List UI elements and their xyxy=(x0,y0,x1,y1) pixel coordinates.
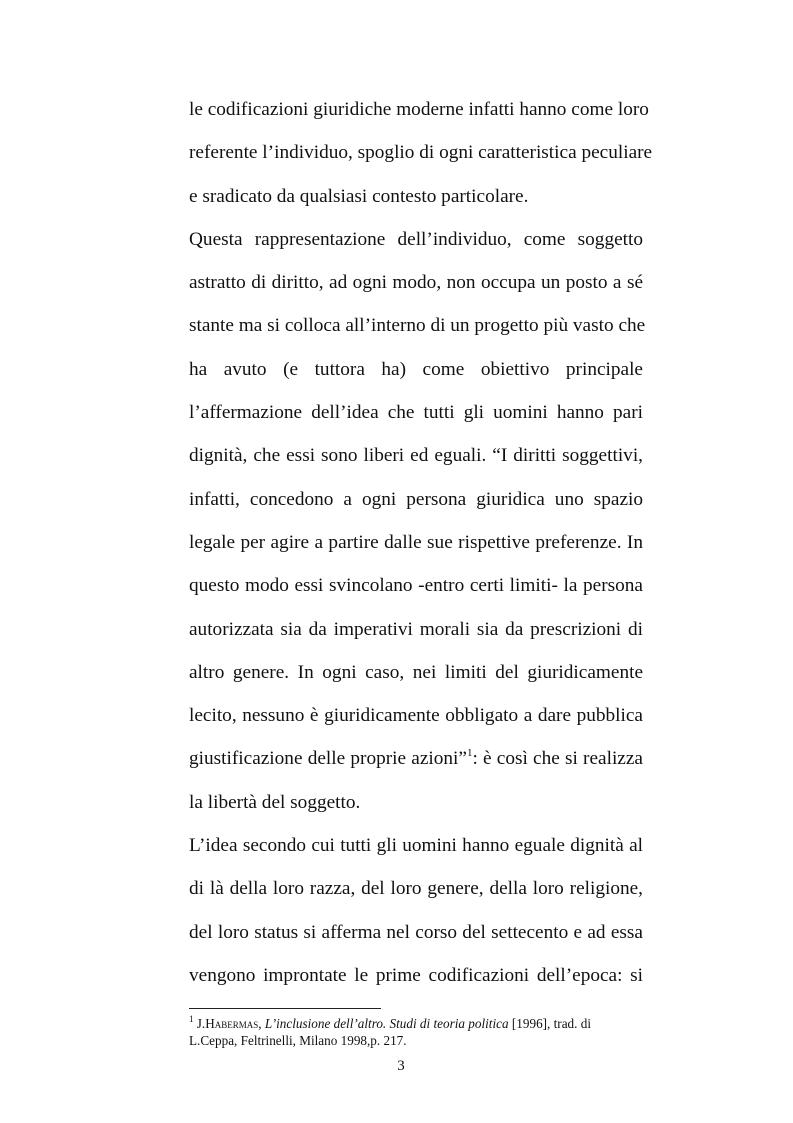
text-line: L’idea secondo cui tutti gli uomini hanno eguale dignità al xyxy=(189,835,643,857)
text-line: la libertà del soggetto. xyxy=(189,791,361,813)
text-line: e sradicato da qualsiasi contesto particolare. xyxy=(189,185,529,207)
text-line: dignità, che essi sono liberi ed eguali. “I diritti soggettivi, xyxy=(189,445,643,467)
footnote-detail: [1996], trad. di xyxy=(508,1016,591,1031)
footnote-title: L’inclusione dell’altro. Studi di teoria politica xyxy=(264,1016,509,1031)
footnote-reference[interactable]: 1 xyxy=(466,747,473,760)
footnote-separator xyxy=(189,1008,381,1009)
footnote-line: L.Ceppa, Feltrinelli, Milano 1998,p. 217. xyxy=(189,1033,407,1048)
footnote-author: Habermas xyxy=(205,1016,259,1031)
footnote-initial: J. xyxy=(193,1016,206,1031)
footnote-line xyxy=(189,1015,649,1032)
text-line: l’affermazione dell’idea che tutti gli uomini hanno pari xyxy=(189,402,643,424)
text-line-with-footnote-ref xyxy=(189,737,643,780)
text-line: altro genere. In ogni caso, nei limiti del giuridicamente xyxy=(189,661,643,683)
text-line: questo modo essi svincolano -entro certi limiti- la persona xyxy=(189,575,643,597)
text-line: legale per agire a partire dalle sue rispettive preferenze. In xyxy=(189,531,643,553)
text-line: Questa rappresentazione dell’individuo, come soggetto xyxy=(189,228,643,250)
footnote xyxy=(189,1015,649,1049)
text-line: le codificazioni giuridiche moderne infatti hanno come loro xyxy=(189,99,649,120)
text-line: lecito, nessuno è giuridicamente obbligato a dare pubblica xyxy=(189,705,643,727)
text-line: di là della loro razza, del loro genere, della loro religione, xyxy=(189,878,643,900)
text-line: del loro status si afferma nel corso del settecento e ad essa xyxy=(189,921,643,943)
text-line: infatti, concedono a ogni persona giuridica uno spazio xyxy=(189,488,643,510)
text-segment: : è così che si realizza xyxy=(472,748,643,770)
text-line: referente l’individuo, spoglio di ogni caratteristica peculiare xyxy=(189,142,653,164)
text-line: stante ma si colloca all’interno di un progetto più vasto che xyxy=(189,315,646,337)
main-text xyxy=(189,88,653,997)
text-segment: giustificazione delle proprie azioni” xyxy=(189,748,467,770)
page-number: 3 xyxy=(397,1058,405,1074)
text-line: vengono improntate le prime codificazioni dell’epoca: si xyxy=(189,964,643,986)
text-line: autorizzata sia da imperativi morali sia da prescrizioni di xyxy=(189,618,643,640)
footnote-marker: 1 xyxy=(189,1013,194,1024)
footnote-separator-text: , xyxy=(258,1016,265,1031)
text-line: ha avuto (e tuttora ha) come obiettivo principale xyxy=(189,358,643,380)
text-line: astratto di diritto, ad ogni modo, non occupa un posto a sé xyxy=(189,272,643,294)
